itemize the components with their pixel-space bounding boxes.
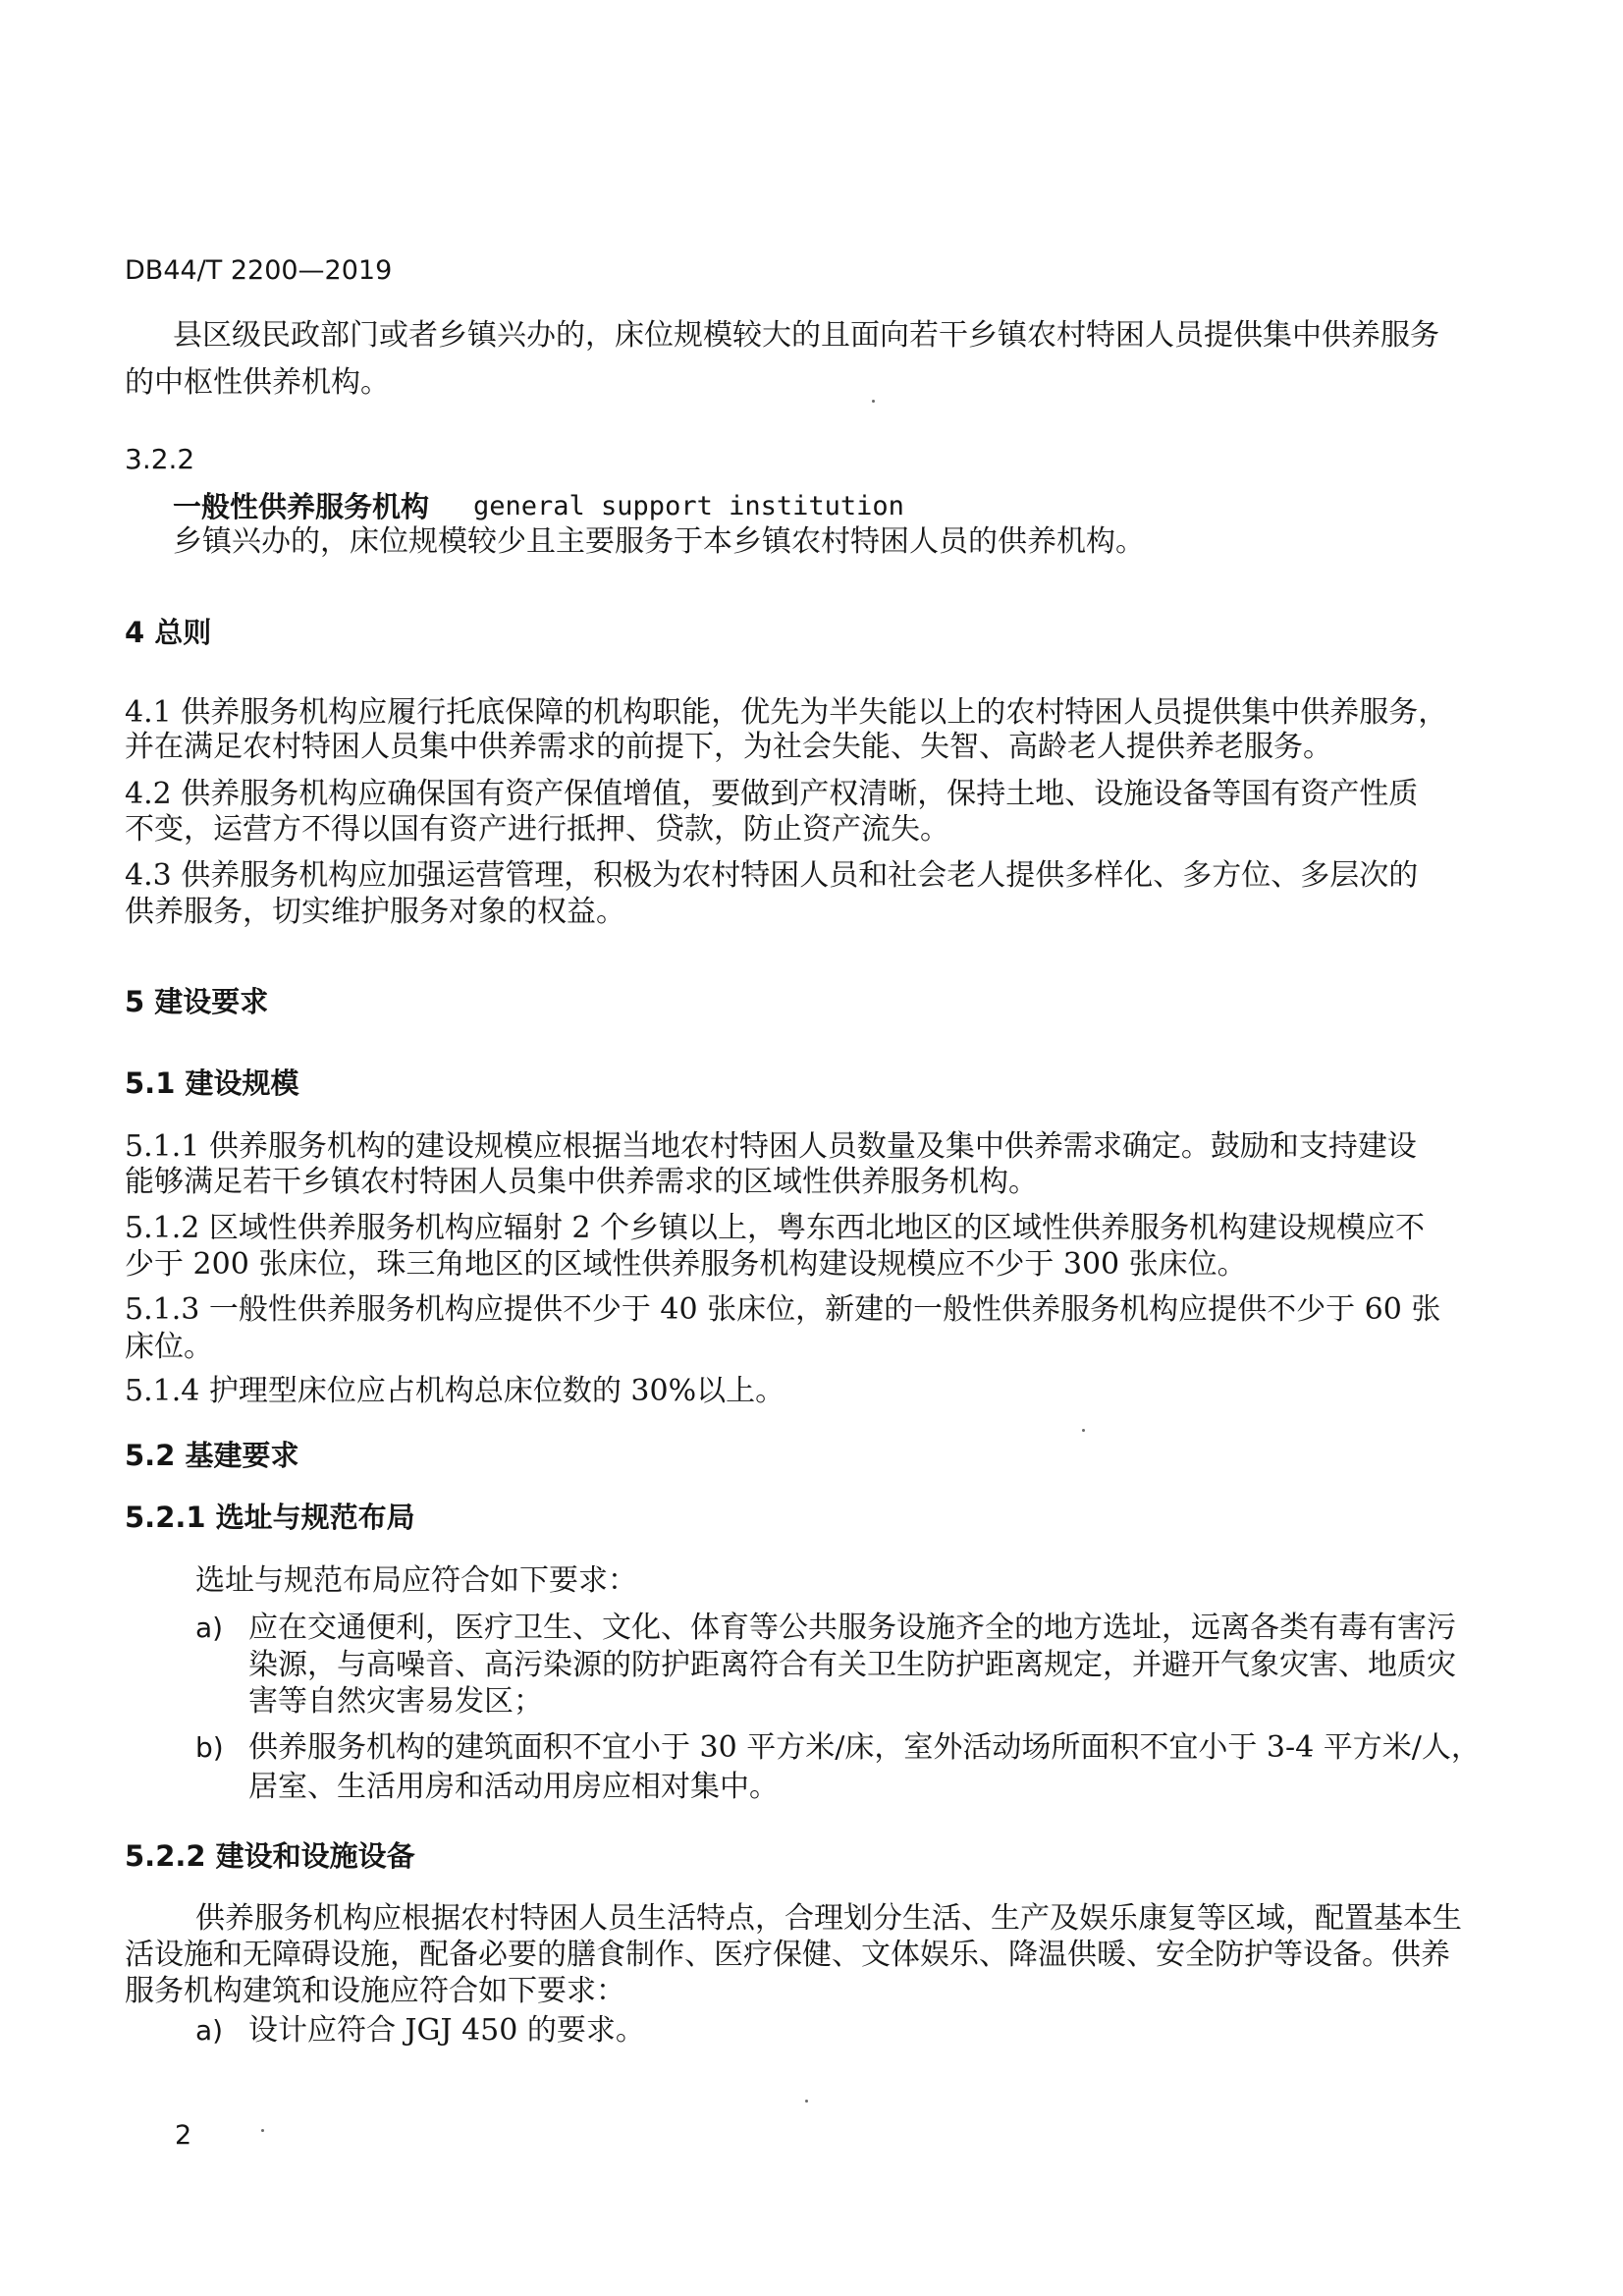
list-item-line: 居室、生活用房和活动用房应相对集中。 (248, 1770, 779, 1804)
scan-speck (805, 2100, 808, 2103)
list-item-line: 设计应符合 JGJ 450 的要求。 (248, 2013, 645, 2048)
clause-line: 5.1.4 护理型床位应占机构总床位数的 30%以上。 (125, 1374, 785, 1408)
paragraph-line: 活设施和无障碍设施，配备必要的膳食制作、医疗保健、文体娱乐、降温供暖、安全防护等设备。供养 (125, 1938, 1450, 1972)
term-definition: 乡镇兴办的，床位规模较少且主要服务于本乡镇农村特困人员的供养机构。 (173, 524, 1145, 559)
list-item-line: 应在交通便利，医疗卫生、文化、体育等公共服务设施齐全的地方选址，远离各类有毒有害污 (248, 1611, 1456, 1645)
list-item-line: 供养服务机构的建筑面积不宜小于 30 平方米/床，室外活动场所面积不宜小于 3-4 平方米/人， (248, 1730, 1481, 1765)
clause-number: 3.2.2 (125, 443, 195, 475)
clause-line: 少于 200 张床位，珠三角地区的区域性供养服务机构建设规模应不少于 300 张床位。 (125, 1247, 1247, 1282)
paragraph-line: 选址与规范布局应符合如下要求： (195, 1563, 637, 1598)
subsubsection-heading: 5.2.2 建设和设施设备 (125, 1839, 415, 1873)
list-item-line: 染源，与高噪音、高污染源的防护距离符合有关卫生防护距离规定，并避开气象灾害、地质灾 (248, 1648, 1456, 1682)
section-heading: 4 总则 (125, 616, 212, 649)
list-item-line: 害等自然灾害易发区； (248, 1684, 543, 1719)
subsection-heading: 5.2 基建要求 (125, 1439, 299, 1472)
list-label: b) (195, 1731, 224, 1764)
clause-line: 5.1.2 区域性供养服务机构应辐射 2 个乡镇以上，粤东西北地区的区域性供养服务机构建设规模应不 (125, 1211, 1426, 1245)
clause-line: 4.1 供养服务机构应履行托底保障的机构职能，优先为半失能以上的农村特困人员提供集中供养服务， (125, 695, 1448, 730)
paragraph-line: 服务机构建筑和设施应符合如下要求： (125, 1974, 625, 2008)
clause-line: 4.3 供养服务机构应加强运营管理，积极为农村特困人员和社会老人提供多样化、多方位、多层次的 (125, 858, 1419, 893)
section-heading: 5 建设要求 (125, 985, 269, 1018)
subsection-heading: 5.1 建设规模 (125, 1066, 299, 1100)
paragraph-line: 县区级民政部门或者乡镇兴办的，床位规模较大的且面向若干乡镇农村特困人员提供集中供养服务 (173, 318, 1439, 353)
clause-line: 供养服务，切实维护服务对象的权益。 (125, 895, 625, 929)
page-number: 2 (175, 2120, 192, 2151)
clause-line: 4.2 供养服务机构应确保国有资产保值增值，要做到产权清晰，保持土地、设施设备等国有资产性质 (125, 777, 1419, 811)
term-chinese: 一般性供养服务机构 (173, 490, 430, 523)
scan-speck (872, 400, 875, 403)
list-label: a) (195, 1612, 224, 1644)
clause-line: 能够满足若干乡镇农村特困人员集中供养需求的区域性供养服务机构。 (125, 1165, 1038, 1199)
clause-line: 5.1.1 供养服务机构的建设规模应根据当地农村特困人员数量及集中供养需求确定。鼓励和支持建设 (125, 1129, 1417, 1164)
paragraph-line: 供养服务机构应根据农村特困人员生活特点，合理划分生活、生产及娱乐康复等区域，配置基本生 (195, 1901, 1462, 1936)
list-label: a) (195, 2014, 224, 2047)
clause-line: 床位。 (125, 1330, 213, 1364)
clause-line: 并在满足农村特困人员集中供养需求的前提下，为社会失能、失智、高龄老人提供养老服务。 (125, 730, 1332, 764)
clause-line: 不变，运营方不得以国有资产进行抵押、贷款，防止资产流失。 (125, 812, 949, 847)
paragraph-line: 的中枢性供养机构。 (125, 365, 390, 400)
standard-code: DB44/T 2200—2019 (125, 255, 393, 286)
clause-line: 5.1.3 一般性供养服务机构应提供不少于 40 张床位，新建的一般性供养服务机构应提供不少于 60 张 (125, 1292, 1441, 1327)
subsubsection-heading: 5.2.1 选址与规范布局 (125, 1501, 415, 1534)
scan-speck (1082, 1429, 1085, 1432)
scan-speck (261, 2129, 264, 2132)
term-english: general support institution (473, 491, 904, 521)
